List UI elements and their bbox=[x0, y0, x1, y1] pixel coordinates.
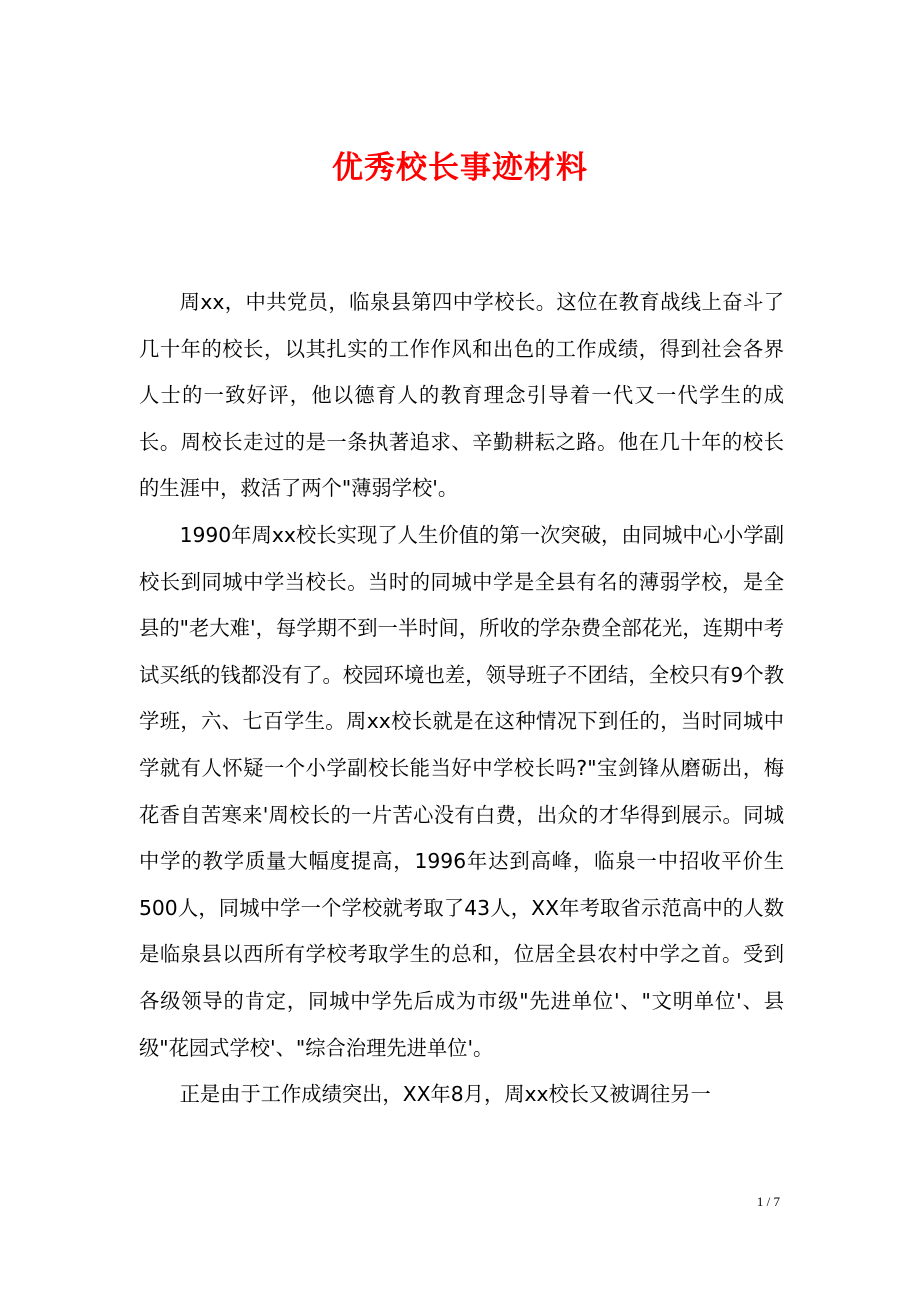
paragraph-3: 正是由于工作成绩突出，XX年8月，周xx校长又被调往另一 bbox=[179, 1082, 711, 1107]
document-title: 优秀校长事迹材料 bbox=[332, 150, 588, 186]
page-number: 1 / 7 bbox=[756, 1194, 780, 1209]
document-body bbox=[139, 279, 784, 1118]
paragraph-2: 1990年周xx校长实现了人生价值的第一次突破，由同城中心小学副校长到同城中学当校长。当时的同城中学是全县有名的薄弱学校，是全县的"老大难'，每学期不到一半时间，所收的学杂费全部花光，连期中考试买纸的钱都没有了。校园环境也差，领导班子不团结，全校只有9个教学班，六、七百学生。周xx校长就是在这种情况下到任的，当时同城中学就有人怀疑一个小学副校长能当好中学校长吗?"宝剑锋从磨砺出，梅花香自苦寒来'周校长的一片苦心没有白费，出众的才华得到展示。同城中学的教学质量大幅度提高，1996年达到高峰，临泉一中招收平价生500人，同城中学一个学校就考取了43人，XX年考取省示范高中的人数是临泉县以西所有学校考取学生的总和，位居全县农村中学之首。受到各级领导的肯定，同城中学先后成为市级"先进单位'、"文明单位'、县级"花园式学校'、"综合治理先进单位'。 bbox=[139, 522, 784, 1060]
paragraph-1: 周xx，中共党员，临泉县第四中学校长。这位在教育战线上奋斗了几十年的校长，以其扎实的工作作风和出色的工作成绩，得到社会各界人士的一致好评，他以德育人的教育理念引导着一代又一代学生的成长。周校长走过的是一条执著追求、辛勤耕耘之路。他在几十年的校长的生涯中，救活了两个"薄弱学校'。 bbox=[139, 290, 784, 501]
